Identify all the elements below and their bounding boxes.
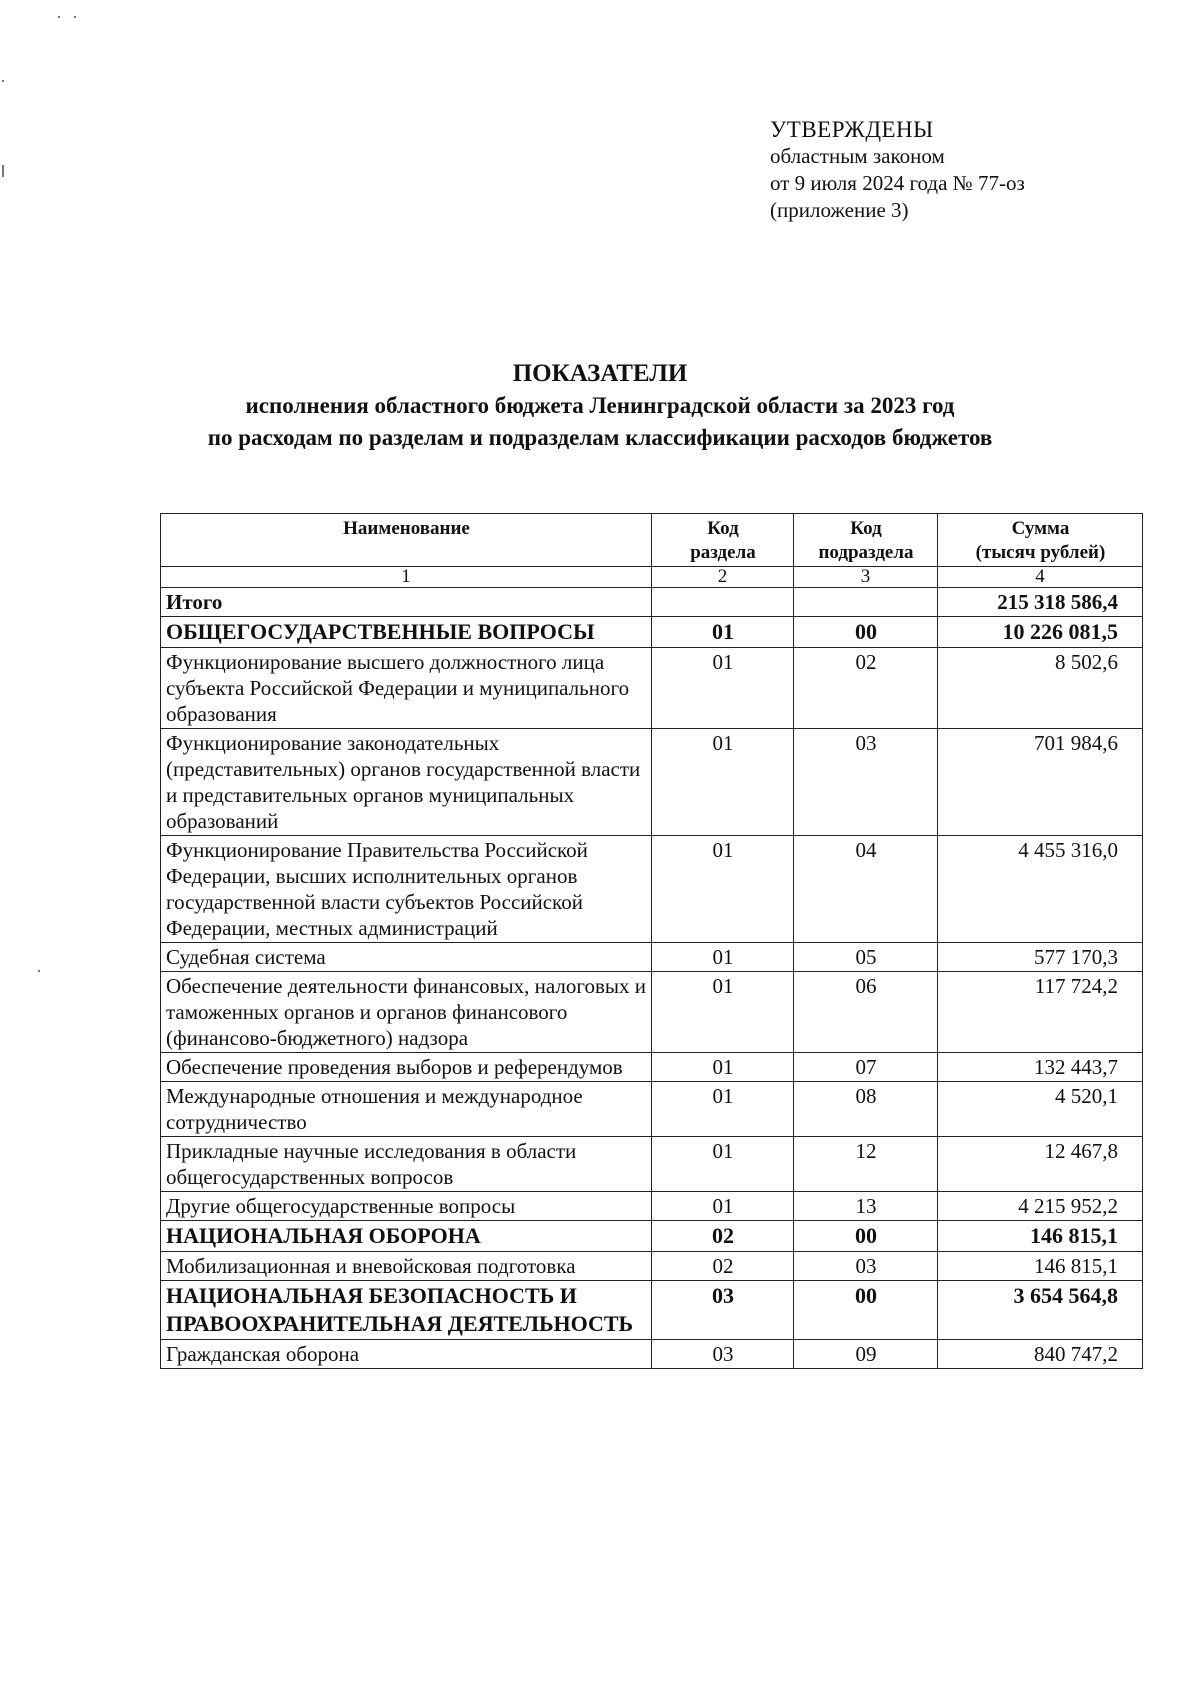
column-number: 4 (938, 567, 1143, 588)
row-sum: 12 467,8 (938, 1137, 1143, 1192)
row-name: Функционирование высшего должностного лица субъекта Российской Федерации и муниципального образования (161, 648, 652, 729)
row-section-code: 03 (652, 1340, 794, 1369)
row-sum: 132 443,7 (938, 1053, 1143, 1082)
row-sum: 8 502,6 (938, 648, 1143, 729)
row-section-code: 01 (652, 1082, 794, 1137)
approval-heading: УТВЕРЖДЕНЫ (770, 117, 934, 142)
row-name: ОБЩЕГОСУДАРСТВЕННЫЕ ВОПРОСЫ (161, 617, 652, 648)
document-title (0, 358, 1200, 454)
row-name: Обеспечение проведения выборов и референдумов (161, 1053, 652, 1082)
table-row (161, 1192, 1143, 1221)
row-subsection-code: 04 (794, 836, 938, 943)
row-subsection-code: 00 (794, 1221, 938, 1252)
row-name: Судебная система (161, 943, 652, 972)
row-section-code: 02 (652, 1221, 794, 1252)
title-subtitle: по расходам по разделам и подразделам классификации расходов бюджетов (207, 425, 993, 450)
total-sum: 215 318 586,4 (938, 588, 1143, 617)
row-section-code: 01 (652, 972, 794, 1053)
row-subsection-code: 12 (794, 1137, 938, 1192)
row-section-code: 01 (652, 1137, 794, 1192)
row-section-code: 01 (652, 729, 794, 836)
table-row (161, 1137, 1143, 1192)
row-name: Обеспечение деятельности финансовых, налоговых и таможенных органов и органов финансового (финансово-бюджетного) надзора (161, 972, 652, 1053)
table-row (161, 972, 1143, 1053)
row-section-code: 01 (652, 617, 794, 648)
table-row-section (161, 617, 1143, 648)
row-sum: 4 215 952,2 (938, 1192, 1143, 1221)
row-name: Мобилизационная и вневойсковая подготовка (161, 1252, 652, 1281)
row-sum: 10 226 081,5 (938, 617, 1143, 648)
row-subsection-code: 00 (794, 617, 938, 648)
row-sum: 4 455 316,0 (938, 836, 1143, 943)
table-row (161, 729, 1143, 836)
scan-speck (58, 16, 60, 18)
row-name: Гражданская оборона (161, 1340, 652, 1369)
table-header-row (161, 514, 1143, 567)
row-sum: 117 724,2 (938, 972, 1143, 1053)
title-main: ПОКАЗАТЕЛИ (512, 360, 688, 387)
approval-line: (приложение 3) (770, 198, 909, 222)
total-row (161, 588, 1143, 617)
row-name: Функционирование законодательных (представительных) органов государственной власти и представительных органов муниципальных образований (161, 729, 652, 836)
scan-speck (2, 165, 4, 177)
header-subsection-code: Код подраздела (794, 514, 938, 567)
table-row (161, 836, 1143, 943)
row-name: НАЦИОНАЛЬНАЯ ОБОРОНА (161, 1221, 652, 1252)
row-name: Прикладные научные исследования в области общегосударственных вопросов (161, 1137, 652, 1192)
row-sum: 840 747,2 (938, 1340, 1143, 1369)
row-sum: 701 984,6 (938, 729, 1143, 836)
row-name: Другие общегосударственные вопросы (161, 1192, 652, 1221)
row-sum: 146 815,1 (938, 1221, 1143, 1252)
row-section-code: 01 (652, 1192, 794, 1221)
row-subsection-code: 03 (794, 1252, 938, 1281)
scan-speck (74, 16, 76, 18)
row-sum: 146 815,1 (938, 1252, 1143, 1281)
table-row (161, 1082, 1143, 1137)
table-row-section (161, 1281, 1143, 1340)
row-subsection-code: 00 (794, 1281, 938, 1340)
row-name: НАЦИОНАЛЬНАЯ БЕЗОПАСНОСТЬ И ПРАВООХРАНИТЕЛЬНАЯ ДЕЯТЕЛЬНОСТЬ (161, 1281, 652, 1340)
column-number: 1 (161, 567, 652, 588)
column-number: 2 (652, 567, 794, 588)
row-subsection-code: 13 (794, 1192, 938, 1221)
row-name: Международные отношения и международное сотрудничество (161, 1082, 652, 1137)
budget-table (160, 513, 1143, 1369)
table-row (161, 943, 1143, 972)
row-section-code: 02 (652, 1252, 794, 1281)
table-row (161, 1053, 1143, 1082)
row-subsection-code: 09 (794, 1340, 938, 1369)
row-section-code: 03 (652, 1281, 794, 1340)
row-subsection-code: 06 (794, 972, 938, 1053)
row-subsection-code: 02 (794, 648, 938, 729)
row-section-code: 01 (652, 648, 794, 729)
total-label: Итого (161, 588, 652, 617)
header-sum: Сумма (тысяч рублей) (938, 514, 1143, 567)
column-number-row (161, 567, 1143, 588)
row-name: Функционирование Правительства Российской Федерации, высших исполнительных органов государственной власти субъектов Российской Федерации, местных администраций (161, 836, 652, 943)
row-subsection-code: 05 (794, 943, 938, 972)
row-section-code: 01 (652, 943, 794, 972)
row-subsection-code: 03 (794, 729, 938, 836)
row-subsection-code: 07 (794, 1053, 938, 1082)
approval-line: от 9 июля 2024 года № 77-оз (770, 171, 1025, 195)
row-sum: 577 170,3 (938, 943, 1143, 972)
title-subtitle: исполнения областного бюджета Ленинградской области за 2023 год (245, 393, 955, 418)
row-sum: 4 520,1 (938, 1082, 1143, 1137)
row-sum: 3 654 564,8 (938, 1281, 1143, 1340)
row-subsection-code: 08 (794, 1082, 938, 1137)
table-row-section (161, 1221, 1143, 1252)
approval-line: областным законом (770, 144, 945, 168)
table-row (161, 1340, 1143, 1369)
approval-stamp (770, 116, 1025, 224)
table-row (161, 648, 1143, 729)
row-section-code: 01 (652, 836, 794, 943)
scan-speck (2, 80, 4, 82)
scan-speck (38, 970, 40, 972)
column-number: 3 (794, 567, 938, 588)
header-section-code: Код раздела (652, 514, 794, 567)
row-section-code: 01 (652, 1053, 794, 1082)
table-row (161, 1252, 1143, 1281)
header-name: Наименование (161, 514, 652, 567)
